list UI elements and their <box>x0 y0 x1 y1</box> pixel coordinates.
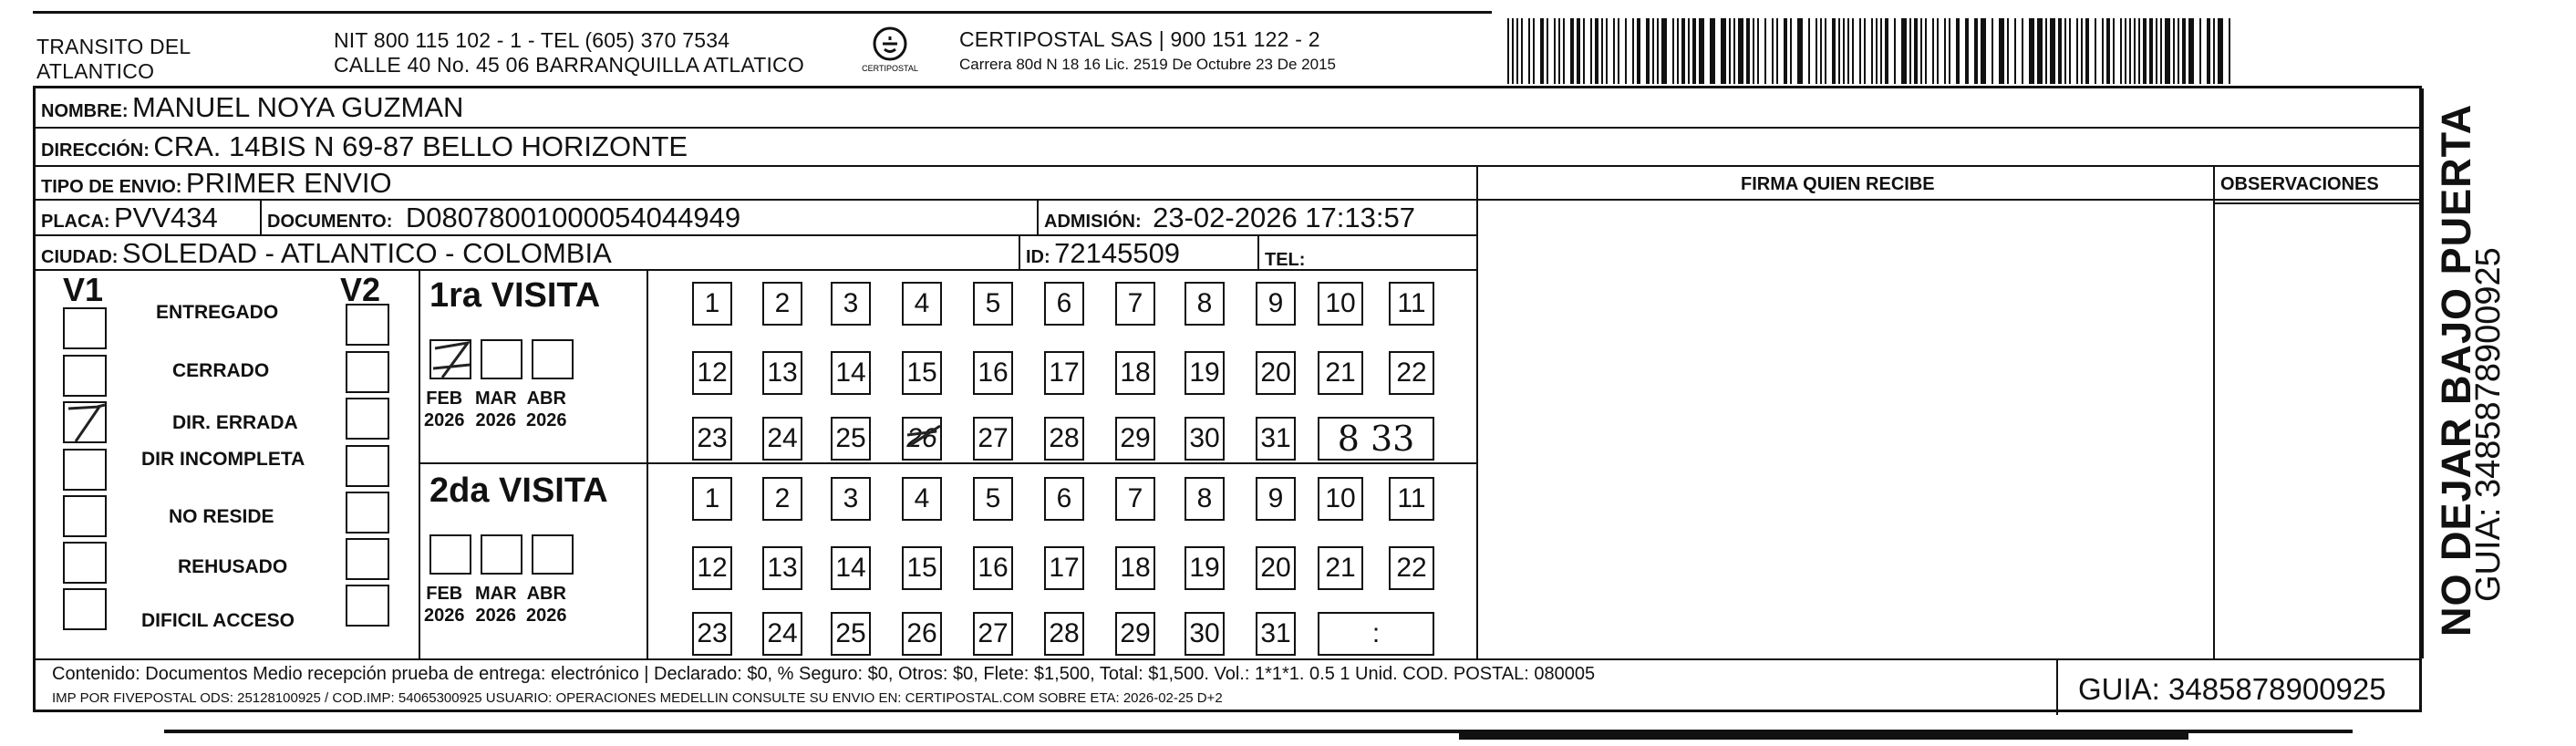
month-checkbox[interactable] <box>429 339 471 379</box>
month-label: ABR 2026 <box>526 389 567 430</box>
v2-checkbox[interactable] <box>346 398 389 440</box>
ciudad-field <box>41 237 612 270</box>
barcode-bar <box>1661 18 1667 84</box>
day-box[interactable]: 28 <box>1044 612 1084 656</box>
barcode-bar <box>1692 18 1696 84</box>
company-name <box>36 35 191 84</box>
direccion-value: CRA. 14BIS N 69-87 BELLO HORIZONTE <box>153 130 688 162</box>
day-box[interactable]: 10 <box>1318 477 1363 521</box>
barcode-bar <box>2156 18 2157 84</box>
barcode-bar <box>1991 18 1993 84</box>
row-divider <box>2213 202 2422 204</box>
barcode-bar <box>1825 18 1826 84</box>
day-box[interactable]: 17 <box>1044 351 1084 395</box>
observaciones-header: OBSERVACIONES <box>2220 174 2379 194</box>
barcode-bar <box>2037 18 2043 84</box>
barcode-bar <box>1606 18 1608 84</box>
barcode-bar <box>2143 18 2147 84</box>
v1-checkbox[interactable] <box>63 355 107 397</box>
barcode-bar <box>1949 18 1950 84</box>
barcode-bar <box>2173 18 2175 84</box>
barcode-bar <box>1981 18 1986 84</box>
barcode-bar <box>2165 18 2170 84</box>
day-box[interactable]: 15 <box>902 546 942 590</box>
barcode-bar <box>2085 18 2089 84</box>
barcode-bar <box>2045 18 2047 84</box>
barcode-bar <box>1901 18 1907 84</box>
day-box[interactable]: 5 <box>973 282 1013 326</box>
barcode-bar <box>1956 18 1960 84</box>
guia-box: GUIA: 3485878900925 <box>2078 672 2386 706</box>
v1-checkbox[interactable] <box>63 401 107 443</box>
no-dejar-warning: NO DEJAR BAJO PUERTA <box>2433 103 2479 637</box>
barcode-bar <box>1974 18 1978 84</box>
barcode-bar <box>1832 18 1836 84</box>
day-box[interactable]: 23 <box>692 612 732 656</box>
status-label: DIFICIL ACCESO <box>141 610 295 631</box>
v2-checkbox[interactable] <box>346 445 389 487</box>
barcode-bar <box>1876 18 1878 84</box>
month-checkbox[interactable] <box>481 339 522 379</box>
visit-time-box[interactable]: 8 33 <box>1318 417 1434 461</box>
barcode-bar <box>1583 18 1585 84</box>
status-label: CERRADO <box>172 360 270 381</box>
nombre-value: MANUEL NOYA GUZMAN <box>132 91 464 123</box>
v1-checkbox[interactable] <box>63 495 107 537</box>
barcode-bar <box>2113 18 2115 84</box>
barcode-bar <box>1859 18 1861 84</box>
day-box[interactable]: 9 <box>1256 282 1296 326</box>
company-line-1: TRANSITO DEL <box>36 35 191 58</box>
v2-checkbox[interactable] <box>346 351 389 393</box>
nombre-field <box>41 91 463 124</box>
month-label: ABR 2026 <box>526 584 567 626</box>
barcode-bar <box>1516 18 1518 84</box>
cell-divider <box>260 199 262 234</box>
barcode-bar <box>2229 18 2230 84</box>
status-label: ENTREGADO <box>156 302 279 323</box>
delivery-form <box>33 86 2422 712</box>
cell-divider <box>1257 234 1259 269</box>
barcode-bar <box>1847 18 1849 84</box>
day-box[interactable]: 4 <box>902 477 942 521</box>
day-box[interactable]: 17 <box>1044 546 1084 590</box>
barcode-bar <box>1554 18 1556 84</box>
day-box[interactable]: 22 <box>1389 351 1434 395</box>
day-box[interactable]: 14 <box>831 351 871 395</box>
barcode-bar <box>1512 18 1514 84</box>
tel-field <box>1265 240 1305 273</box>
v2-checkbox[interactable] <box>346 492 389 534</box>
side-guia: GUIA: 3485878900925 <box>2469 247 2508 602</box>
tipo-envio-field <box>41 167 392 200</box>
day-box[interactable]: 23 <box>692 417 732 461</box>
visit-title: 2da VISITA <box>429 471 608 510</box>
day-box[interactable]: 3 <box>831 282 871 326</box>
barcode-bar <box>1618 18 1619 84</box>
barcode-bar <box>1764 18 1766 84</box>
day-box[interactable]: 29 <box>1115 417 1155 461</box>
courier-line: CERTIPOSTAL SAS | 900 151 122 - 2 <box>959 27 1320 51</box>
barcode-bar <box>2134 18 2136 84</box>
cell-divider <box>1037 199 1039 234</box>
barcode-bar <box>1852 18 1854 84</box>
barcode-bar <box>2022 18 2023 84</box>
barcode-bar <box>1590 18 1592 84</box>
column-divider <box>1476 165 1478 658</box>
imp-text: IMP POR FIVEPOSTAL ODS: 25128100925 / COD.IMP: 54065300925 USUARIO: OPERACIONES MEDELLIN CONSULTE SU ENVIO EN: CERTIPOSTAL.COM SOBRE ETA: 2026-02-25 D+2 <box>52 690 1223 706</box>
barcode-bar <box>1937 18 1939 84</box>
barcode-bar <box>1521 18 1523 84</box>
barcode-bar <box>2050 18 2055 84</box>
barcode-bar <box>1808 18 1810 84</box>
day-box[interactable]: 31 <box>1256 417 1296 461</box>
day-box[interactable]: 8 <box>1185 477 1225 521</box>
barcode-bar <box>1871 18 1873 84</box>
id-value: 72145509 <box>1054 237 1181 269</box>
barcode-bar <box>1999 18 2004 84</box>
day-box[interactable]: 20 <box>1256 351 1296 395</box>
day-box[interactable]: 21 <box>1318 546 1363 590</box>
barcode-bar <box>1816 18 1817 84</box>
barcode-bar <box>2081 18 2083 84</box>
barcode-bar <box>1558 18 1560 84</box>
barcode-bar <box>1932 18 1934 84</box>
direccion-label: DIRECCIÓN: <box>41 140 150 161</box>
month-label: FEB 2026 <box>424 584 465 626</box>
barcode-bar <box>1843 18 1845 84</box>
checkmark-icon <box>65 403 109 445</box>
logo-text: CERTIPOSTAL <box>862 64 918 73</box>
day-box[interactable]: 27 <box>973 612 1013 656</box>
barcode <box>1507 18 2237 84</box>
barcode-bar <box>2076 18 2078 84</box>
month-label: FEB 2026 <box>424 389 465 430</box>
barcode-bar <box>1738 18 1743 84</box>
day-box[interactable]: 11 <box>1389 477 1434 521</box>
barcode-bar <box>1944 18 1946 84</box>
barcode-bar <box>1838 18 1840 84</box>
day-box[interactable]: 5 <box>973 477 1013 521</box>
day-box[interactable]: 26 <box>902 417 942 461</box>
barcode-bar <box>1894 18 1896 84</box>
barcode-bar <box>2064 18 2066 84</box>
day-box[interactable]: 4 <box>902 282 942 326</box>
barcode-bar <box>1646 18 1650 84</box>
admision-label: ADMISIÓN: <box>1044 212 1142 232</box>
sender-address: CALLE 40 No. 45 06 BARRANQUILLA ATLATICO <box>334 53 804 77</box>
status-label: NO RESIDE <box>169 506 274 527</box>
documento-label: DOCUMENTO: <box>267 212 393 232</box>
day-box[interactable]: 24 <box>762 417 802 461</box>
month-label: MAR 2026 <box>475 584 517 626</box>
day-box[interactable]: 16 <box>973 351 1013 395</box>
barcode-bar <box>2160 18 2162 84</box>
barcode-bar <box>2207 18 2210 84</box>
barcode-bar <box>2213 18 2215 84</box>
day-box[interactable]: 29 <box>1115 612 1155 656</box>
barcode-bar <box>1820 18 1822 84</box>
day-box[interactable]: 6 <box>1044 477 1084 521</box>
month-checkbox[interactable] <box>532 534 574 575</box>
day-box[interactable]: 10 <box>1318 282 1363 326</box>
day-box[interactable]: 25 <box>831 417 871 461</box>
firma-header: FIRMA QUIEN RECIBE <box>1741 174 1935 194</box>
day-box[interactable]: 14 <box>831 546 871 590</box>
barcode-bar <box>1733 18 1735 84</box>
barcode-bar <box>1699 18 1704 84</box>
barcode-bar <box>1681 18 1685 84</box>
day-box[interactable]: 7 <box>1115 477 1155 521</box>
barcode-bar <box>2188 18 2194 84</box>
v1-checkbox[interactable] <box>63 449 107 491</box>
barcode-bar <box>1753 18 1754 84</box>
day-box[interactable]: 2 <box>762 282 802 326</box>
barcode-bar <box>2199 18 2201 84</box>
checkmark-icon <box>431 341 473 381</box>
barcode-bar <box>1746 18 1750 84</box>
day-box[interactable]: 12 <box>692 351 732 395</box>
month-checkbox[interactable] <box>532 339 574 379</box>
v1-header: V1 <box>63 271 104 308</box>
barcode-bar <box>1776 18 1778 84</box>
column-divider <box>2422 88 2424 658</box>
barcode-bar <box>1729 18 1731 84</box>
barcode-bar <box>1540 18 1544 84</box>
barcode-bar <box>2007 18 2009 84</box>
tel-label: TEL: <box>1265 250 1306 270</box>
month-checkbox[interactable] <box>481 534 522 575</box>
strike-mark-icon <box>904 419 944 462</box>
barcode-bar <box>1533 18 1535 84</box>
day-box[interactable]: 11 <box>1389 282 1434 326</box>
barcode-bar <box>1721 18 1726 84</box>
barcode-bar <box>1885 18 1888 84</box>
barcode-bar <box>1652 18 1654 84</box>
day-box[interactable]: 24 <box>762 612 802 656</box>
company-line-2: ATLANTICO <box>36 59 155 83</box>
admision-field <box>1044 202 1415 234</box>
barcode-bar <box>2095 18 2096 84</box>
barcode-bar <box>2120 18 2122 84</box>
contenido-text: Contenido: Documentos Medio recepción prueba de entrega: electrónico | Declarado: $0, % Seguro: $0, Otros: $0, Flete: $1,500, Total: $1,500. Vol.: 1*1*1. 0.5 1 Unid. COD. POSTAL: 080005 <box>52 664 1596 684</box>
sender-info <box>334 28 804 78</box>
barcode-bar <box>1632 18 1634 84</box>
ciudad-label: CIUDAD: <box>41 247 119 267</box>
row-divider <box>36 234 1476 236</box>
barcode-bar <box>2138 18 2140 84</box>
visit-divider <box>419 462 1476 464</box>
day-box[interactable]: 8 <box>1185 282 1225 326</box>
day-box[interactable]: 28 <box>1044 417 1084 461</box>
day-box[interactable]: 6 <box>1044 282 1084 326</box>
day-box[interactable]: 15 <box>902 351 942 395</box>
barcode-bar <box>1880 18 1882 84</box>
barcode-bar <box>1507 18 1509 84</box>
nombre-label: NOMBRE: <box>41 101 129 121</box>
barcode-bar <box>1914 18 1918 84</box>
status-label: DIR. ERRADA <box>172 412 298 433</box>
direccion-field <box>41 130 688 163</box>
day-box[interactable]: 31 <box>1256 612 1296 656</box>
day-box[interactable]: 1 <box>692 477 732 521</box>
v1-checkbox[interactable] <box>63 588 107 630</box>
placa-field <box>41 202 218 234</box>
tipo-envio-label: TIPO DE ENVIO: <box>41 177 182 197</box>
status-label: REHUSADO <box>178 556 288 577</box>
barcode-bar <box>1637 18 1640 84</box>
barcode-bar <box>1547 18 1548 84</box>
barcode-bar <box>1672 18 1674 84</box>
courier-info <box>959 27 1336 77</box>
barcode-bar <box>1563 18 1565 84</box>
column-divider <box>2213 165 2215 658</box>
month-label: MAR 2026 <box>475 389 517 430</box>
day-box[interactable]: 30 <box>1185 417 1225 461</box>
barcode-bar <box>1909 18 1911 84</box>
barcode-bar <box>1965 18 1969 84</box>
top-rule <box>33 11 1492 14</box>
footer-divider <box>36 658 2422 660</box>
barcode-bar <box>1920 18 1922 84</box>
barcode-bar <box>1797 18 1803 84</box>
barcode-bar <box>1625 18 1627 84</box>
day-box[interactable]: 25 <box>831 612 871 656</box>
day-box[interactable]: 27 <box>973 417 1013 461</box>
day-box[interactable]: 19 <box>1185 351 1225 395</box>
day-box[interactable]: 30 <box>1185 612 1225 656</box>
barcode-bar <box>1925 18 1927 84</box>
barcode-bar <box>1528 18 1530 84</box>
day-box[interactable]: 13 <box>762 546 802 590</box>
day-box[interactable]: 26 <box>902 612 942 656</box>
placa-label: PLACA: <box>41 212 110 232</box>
tipo-envio-value: PRIMER ENVIO <box>185 167 392 199</box>
visit-title: 1ra VISITA <box>429 276 601 315</box>
barcode-bar <box>2014 18 2016 84</box>
barcode-bar <box>1577 18 1580 84</box>
barcode-bar <box>2129 18 2131 84</box>
admision-value: 23-02-2026 17:13:57 <box>1153 202 1415 233</box>
barcode-bar <box>2058 18 2062 84</box>
barcode-bar <box>2106 18 2110 84</box>
v1-checkbox[interactable] <box>63 542 107 584</box>
barcode-bar <box>2029 18 2034 84</box>
barcode-bar <box>1657 18 1659 84</box>
barcode-bar <box>2178 18 2179 84</box>
status-label: DIR INCOMPLETA <box>141 449 305 470</box>
barcode-bar <box>1790 18 1792 84</box>
footer-divider <box>2056 658 2058 715</box>
barcode-bar <box>1613 18 1615 84</box>
barcode-bar <box>1757 18 1759 84</box>
barcode-bar <box>2149 18 2153 84</box>
v2-checkbox[interactable] <box>346 538 389 580</box>
day-box[interactable]: 19 <box>1185 546 1225 590</box>
barcode-bar <box>1710 18 1715 84</box>
barcode-bar <box>1601 18 1603 84</box>
day-box[interactable]: 7 <box>1115 282 1155 326</box>
id-label: ID: <box>1026 247 1050 267</box>
day-box[interactable]: 21 <box>1318 351 1363 395</box>
row-divider <box>36 165 2422 167</box>
barcode-bar <box>2069 18 2071 84</box>
cell-divider <box>1019 234 1020 269</box>
visit-time-box[interactable]: : <box>1318 612 1434 656</box>
day-box[interactable]: 3 <box>831 477 871 521</box>
barcode-bar <box>2102 18 2104 84</box>
barcode-bar <box>1595 18 1598 84</box>
barcode-bar <box>2125 18 2126 84</box>
placa-value: PVV434 <box>114 202 218 233</box>
v1-checkbox[interactable] <box>63 307 107 349</box>
day-box[interactable]: 12 <box>692 546 732 590</box>
documento-field <box>267 202 740 234</box>
day-box[interactable]: 9 <box>1256 477 1296 521</box>
barcode-bar <box>1570 18 1574 84</box>
day-box[interactable]: 18 <box>1115 546 1155 590</box>
day-box[interactable]: 16 <box>973 546 1013 590</box>
v2-header: V2 <box>340 271 381 308</box>
day-box[interactable]: 1 <box>692 282 732 326</box>
barcode-bar <box>1772 18 1774 84</box>
documento-value: D08078001000054044949 <box>405 202 741 233</box>
v2-checkbox[interactable] <box>346 304 389 346</box>
barcode-bar <box>1688 18 1690 84</box>
id-field <box>1026 237 1180 270</box>
day-box[interactable]: 2 <box>762 477 802 521</box>
day-box[interactable]: 22 <box>1389 546 1434 590</box>
barcode-bar <box>2218 18 2223 84</box>
day-box[interactable]: 13 <box>762 351 802 395</box>
courier-address: Carrera 80d N 18 16 Lic. 2519 De Octubre 23 De 2015 <box>959 56 1336 73</box>
day-box[interactable]: 18 <box>1115 351 1155 395</box>
ciudad-value: SOLEDAD - ATLANTICO - COLOMBIA <box>121 237 612 269</box>
barcode-bar <box>1784 18 1787 84</box>
day-box[interactable]: 20 <box>1256 546 1296 590</box>
v2-checkbox[interactable] <box>346 585 389 627</box>
row-divider <box>36 127 2422 129</box>
barcode-bar <box>2182 18 2186 84</box>
barcode-bar <box>1677 18 1679 84</box>
row-divider <box>36 199 2422 201</box>
month-checkbox[interactable] <box>429 534 471 575</box>
barcode-bar <box>1864 18 1866 84</box>
bottom-rule-thick <box>1459 732 2188 740</box>
nit-line: NIT 800 115 102 - 1 - TEL (605) 370 7534 <box>334 28 730 52</box>
certipostal-logo <box>859 24 921 78</box>
